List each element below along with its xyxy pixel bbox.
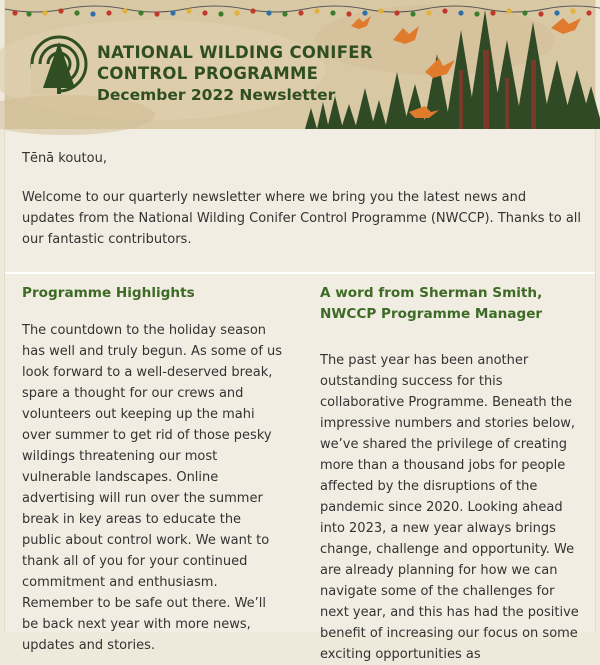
programme-highlights-body: The countdown to the holiday season has well and truly begun. As some of us look forward to a well-deserved break, spare a thought for our crews and volunteers out keeping up the mahi over summer to get rid of those pesky wildings threatening our most vulnerable landscapes. Online advertising will run over the summer break in key areas to educate the public about control work. We want to thank all of you for your continued commitment and enthusiasm. Remember to be safe out there. We’ll be back next year with more news, updates and stories.: [22, 323, 283, 653]
newsletter-frame: [4, 0, 596, 662]
manager-word-heading: A word from Sherman Smith, NWCCP Programme Manager: [320, 285, 543, 322]
newsletter-edition: December 2022 Newsletter: [97, 86, 336, 104]
organisation-name: [97, 42, 397, 84]
conifer-signal-logo-icon: [31, 37, 86, 94]
greeting-text: Tēnā koutou,: [22, 151, 107, 166]
organisation-name-line1: NATIONAL WILDING CONIFER: [97, 43, 373, 62]
programme-highlights-heading: Programme Highlights: [22, 285, 195, 301]
manager-word-body: The past year has been another outstanding success for this collaborative Programme. Beneath the impressive numbers and stories below, we’ve shared the privilege of creating more than a thousand jobs for people affected by the disruptions of the pandemic since 2020. Looking ahead into 2023, a new year always brings change, challenge and opportunity. We are already planning for how we can navigate some of the challenges for next year, and this has had the positive benefit of increasing our focus on some exciting opportunities as: [320, 353, 579, 662]
welcome-text: Welcome to our quarterly newsletter where we bring you the latest news and updates from the National Wilding Conifer Control Programme (NWCCP). Thanks to all our fantastic contributors.: [22, 190, 582, 247]
organisation-name-line2: CONTROL PROGRAMME: [97, 64, 319, 83]
intro-section: [22, 148, 582, 250]
programme-highlights-column: [22, 283, 284, 656]
section-divider: [5, 272, 595, 274]
newsletter-banner: [5, 0, 595, 129]
manager-word-column: [320, 283, 582, 665]
